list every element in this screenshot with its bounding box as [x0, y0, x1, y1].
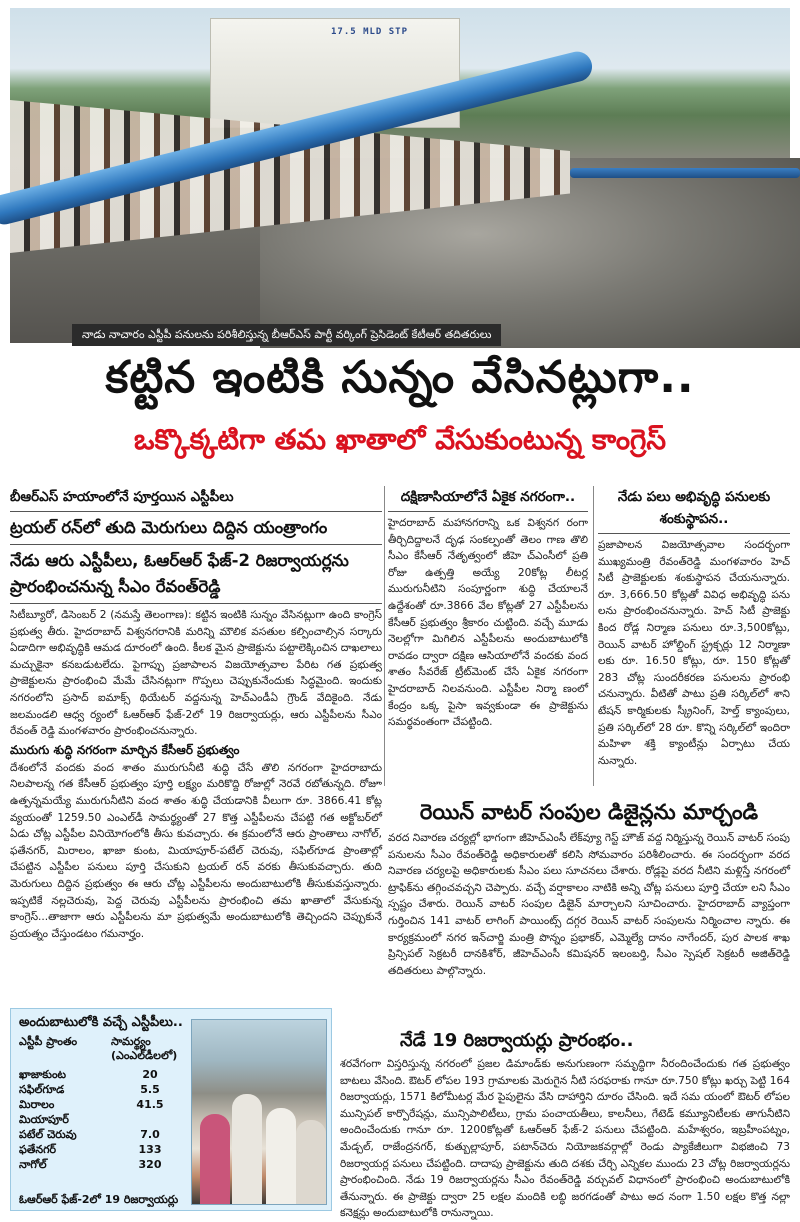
right-kicker: నేడు పలు అభివృద్ధి పనులకు శంకుస్థాపన..: [617, 489, 771, 527]
left-paragraph-1: సిటీబ్యూరో, డిసెంబర్ 2 (నమస్తే తెలంగాణ): కట్టిన ఇంటికి సున్నం వేసినట్లుగా ఉంది కాంగ్రెస్ ప్రభుత్వ తీరు. హైదరాబాద్ విశ్వనగరానికి మరిన్ని మౌలిక వసతుల కల్పించాల్సిన సర్కారు ఏడాదిగా అభివృద్ధికి ఆమడ దూరంలో ఉంది. కీలక మైన ప్రాజెక్టును పట్టాలెక్కించిన దాఖలాలు మచ్చుకైనా కనబడుటలేదు. పైగాప్పు ప్రజాపాలన విజయోత్సవాల పేరిట గత ప్రభుత్వ ప్రాజెక్టులను ప్రారంభించి మేమే చేసినట్లుగా గొప్పలు చెప్పుకునేందుకు సిద్ధమైంది. ఇందుకు నగరంలోని ప్రసాద్ ఐమాక్స్ థియేటర్ వద్దనున్న హెచ్ఎండీఏ గ్రౌండ్ వేదికైంది. నేడు జలమండలి ఆధ్వ ర్యంలో ఓఆర్ఆర్ ఫేజ్-2లో 19 రిజర్వాయర్లు, ఆరు ఎస్టీపీలను సీఎం రేవంత్ రెడ్డి మంగళవారం ప్రారంభించనున్నారు.: [10, 609, 382, 738]
stp-name: మిరాలం: [19, 1098, 55, 1111]
rainwater-head: రెయిన్ వాటర్ సంపుల డిజైన్లను మార్చండి: [419, 800, 759, 824]
left-column: [10, 486, 382, 1004]
right-paragraph: ప్రజాపాలన విజయోత్సవాల సందర్భంగా ముఖ్యమంత్రి రేవంత్‌రెడ్డి మంగళవారం హెచ్ సిటీ ప్రాజెక్టులకు శంకుస్థాపన చేయనున్నారు. రూ. 3,666.50 కోట్లతో వివిధ అభివృద్ధి పను లను ప్రారంభించనున్నారు. హెచ్ సిటీ ప్రాజెక్టు కింద రోడ్ల నిర్మాణ పనులు రూ.3,500కోట్లు, రెయిన్ వాటర్ హోల్డింగ్ స్ట్రక్చర్లు 12 నిర్మాణా లకు రూ. 16.50 కోట్లు, రూ. 150 కోట్లతో 283 చోట్ల సుందరీకరణ పనులను ప్రారంభి చనున్నారు. వీటితో పాటు ప్రతి సర్కిల్‌లో శాని టేషన్ కార్మికులకు స్క్రీనింగ్, హెల్త్ క్యాంపులు, ప్రతి సర్కిల్‌లో 28 రూ. కొన్ని సర్కిల్‌లో ఇందిరా మహిళా శక్తి క్యాంటీన్లు ఏర్పాటు చేయ నున్నారు.: [598, 539, 790, 767]
photo-caption: నాడు నాచారం ఎస్టీపీ పనులను పరిశీలిస్తున్న బీఆర్ఎస్ పార్టీ వర్కింగ్ ప్రెసిడెంట్ కేటీఆర్ తదితరులు: [72, 324, 501, 346]
stp-table-header: [19, 1035, 189, 1063]
divider: [10, 544, 382, 545]
stp-name: పటేల్ చెరువు: [19, 1128, 77, 1141]
left-paragraph-2: దేశంలోనే వందకు వంద శాతం మురుగునీటి శుద్ధి చేసే తొలి నగరంగా హైదరాబాదు నిలపాలన్న గత కేసీఆర్ ప్రభుత్వం పూర్తి లక్ష్యం మరికొద్ది రోజుల్లో నెరవే రబోతున్నది. రోజూ ఉత్పన్నమయ్యే మురుగునీటిని వంద శాతం శుద్ధి చేయడానికి వీలుగా రూ. 3866.41 కోట్ల వ్యయంతో 1259.50 ఎంఎల్‌డీ సామర్థ్యంతో 27 కొత్త ఎస్టీపీలను చేపట్టి గత అక్టోబర్‌లో ఏడు చోట్ల ఎస్టీపీల వినియోగంలోకి తీసు కువచ్చారు. ఈ క్రమంలోనే ఆరు ప్రాంతాలు నాగోల్, ఫతేనగర్, మిరాలం, ఖాజా కుంట, మియాపూర్-పటేల్ చెరువు, సఫిల్‌గూడ ప్రాంతాల్లో చేపట్టిన ఎస్టీపీల పనులు పూర్తి చేసుకుని ట్రయల్ రన్ వరకు తీసుకువచ్చారు. తుది మెరుగులు దిద్దిన ప్రభుత్వం ఈ ఆరు చోట్ల ఎస్టీపీలను అందుబాటులోకి తీసుకువస్తున్నారు. ఇప్పటికే నల్లచెరువు, పెద్ద చెరువు ఎస్టీపీలను ప్రారంభించి తమ ఖాతాలో వేసుకున్న కాంగ్రెస్...తాజాగా ఆరు ఎస్టీపీలను మా ప్రభుత్వమే అందుబాటులోకి తెచ్చిందని చెప్పుకునే ప్రయత్నం చేస్తుండటం గమనార్హం.: [10, 761, 382, 940]
sub-headline: ఒక్కొక్కటిగా తమ ఖాతాలో వేసుకుంటున్న కాంగ్రెస్: [133, 423, 667, 456]
table-row: [19, 1082, 189, 1097]
col-header-area: ఎస్టీపీ ప్రాంతం: [19, 1035, 78, 1048]
divider: [10, 603, 382, 604]
stp-name: ఖాజాకుంట: [19, 1068, 67, 1081]
person-figure: [266, 1108, 296, 1204]
inset-photo: [191, 1019, 327, 1205]
stp-name: సఫిల్‌గూడ: [19, 1083, 65, 1096]
reservoirs-head: నేడే 19 రిజర్వాయర్లు ప్రారంభం..: [400, 1030, 634, 1051]
table-row: [19, 1157, 189, 1172]
table-row: [19, 1142, 189, 1157]
left-deck-1: ట్రయల్ రన్‌లో తుది మెరుగులు దిద్దిన యంత్రాంగం: [10, 518, 328, 537]
stp-info-box: [10, 1008, 332, 1211]
stp-name: ఫతేనగర్: [19, 1143, 57, 1156]
top-news-photo: [10, 8, 790, 343]
right-column: [598, 486, 790, 786]
rainwater-article: [388, 794, 790, 1022]
divider: [10, 511, 382, 512]
capacity-unit: (ఎంఎల్‌డీలలో): [111, 1049, 178, 1062]
col-header-capacity: [111, 1035, 189, 1063]
person-figure: [200, 1114, 230, 1204]
table-row: [19, 1097, 189, 1112]
stp-capacity: 133: [138, 1143, 162, 1156]
infobox-title: అందుబాటులోకి వచ్చే ఎస్టీపీలు..: [19, 1015, 183, 1030]
main-headline: కట్టిన ఇంటికి సున్నం వేసినట్లుగా..: [105, 352, 695, 403]
stp-capacity: 320: [138, 1158, 162, 1171]
infobox-footer: ఓఆర్ఆర్ ఫేజ్-2లో 19 రిజర్వాయర్లు: [19, 1193, 179, 1206]
left-kicker: బీఆర్ఎస్ హయాంలోనే పూర్తయిన ఎస్టీపీలు: [10, 489, 234, 505]
pipe-rail: [570, 168, 800, 178]
person-figure: [296, 1120, 326, 1204]
mid-paragraph: హైదరాబాద్ మహానగరాన్ని ఒక విశ్వనగ రంగా తీర్చిదిద్దాలనే దృఢ సంకల్పంతో తెలం గాణ తొలి సీఎం కేసీఆర్ నేతృత్వంలో జీహె చ్ఎంసీలో ప్రతి రోజు ఉత్పత్తి అయ్యే 20కోట్ల లీటర్ల మురుగునీటిని సంపూర్ణంగా శుద్ధి చేయాలనే ఉద్దేశంతో రూ.3866 వేల కోట్లతో 27 ఎస్టీపీలను కేసీఆర్ ప్రభుత్వం శ్రీకారం చుట్టింది. వచ్చే మూడు నెలల్లోగా మిగిలిన ఎస్టీపీలను అందుబాటులోకి రావడం ద్వారా దక్షిణ ఆసియాలోనే వందకు వంద శాతం సీవరేజ్ ట్రీట్‌మెంట్ చేసే ఏకైక నగరంగా హైదరాబాద్ నిలవనుంది. ఎస్టీపీల నిర్మా ణంలో కేంద్రం ఒక్క పైసా ఇవ్వకుండా ఈ ప్రాజెక్టును సమర్థవంతంగా చేపట్టింది.: [388, 517, 588, 729]
reservoirs-article: [340, 1026, 790, 1220]
stp-capacity: [111, 1112, 189, 1127]
stp-capacity: 7.0: [140, 1128, 160, 1141]
stp-capacity: 20: [142, 1068, 158, 1081]
stp-capacity: 41.5: [136, 1098, 164, 1111]
left-section-head: మురుగు శుద్ధి నగరంగా మార్చిన కేసీఆర్ ప్రభుత్వం: [10, 742, 240, 757]
stp-name: నాగోల్: [19, 1158, 47, 1171]
table-row: [19, 1112, 189, 1127]
mid-kicker: దక్షిణాసియాలోనే ఏకైక నగరంగా..: [400, 489, 576, 505]
column-divider: [384, 486, 385, 786]
capacity-label: సామర్థ్యం: [111, 1035, 151, 1048]
stp-table: [19, 1035, 189, 1172]
column-divider: [593, 486, 594, 786]
reservoirs-paragraph: శరవేగంగా విస్తరిస్తున్న నగరంలో ప్రజల డిమాండ్‌కు అనుగుణంగా సమృద్ధిగా నీరందించేందుకు గత ప్రభుత్వం బాటలు వేసింది. ఔటర్ లోపల 193 గ్రామాలకు మెరుగైన నీటి సరఫరాకు గానూ రూ.750 కోట్లు ఖర్చు పెట్టి 164 రిజర్వాయర్లు, 1571 కిలోమీటర్ల మేర పైపులైను వేసి దాహార్తిని దూరం చేసింది. ఇదే సమ యంలో ఔటర్ లోపల మున్సిపల్ కార్పొరేషన్లు, మున్సిపాలిటీలు, గ్రామ పంచాయతీలు, కాలనీలు, గేటెడ్ కమ్యూనిటీలకు తాగునీటిని అందించేందుకు గానూ రూ. 1200కోట్లతో ఓఆర్ఆర్ ఫేజ్-2 పనులు చేపట్టింది. మహేశ్వరం, ఇబ్రహీంపట్నం, మేడ్చల్, రాజేంద్రనగర్, కుత్బుల్లాపూర్, పటాన్‌చెరు నియోజకవర్గాల్లో రెండు ప్యాకేజీలుగా విభజించి 73 రిజర్వాయర్ల పనులు చేపట్టింది. దాదాపు ప్రాజెక్టును తుది దశకు చేర్చి ఎన్నికల ముందు 23 చోట్ల రిజర్వాయర్లను ప్రారంభించింది. నేడు 19 రిజర్వాయర్లను సీఎం రేవంత్‌రెడ్డి వర్చువల్ విధానంలో ప్రారంభించి అందుబాటులోకి తేనున్నారు. ఈ ప్రాజెక్టు ద్వారా 25 లక్షల మందికి లబ్ధి జరగడంతో పాటు అద నంగా 1.50 లక్షల కొత్త నల్లా కనెక్షన్లు అందుబాటులోకి రానున్నాయి.: [340, 1058, 790, 1220]
stp-capacity: 5.5: [140, 1083, 160, 1096]
table-row: [19, 1127, 189, 1142]
left-deck-2: నేడు ఆరు ఎస్టీపీలు, ఓఆర్ఆర్ ఫేజ్-2 రిజర్వాయర్లను ప్రారంభించనున్న సీఎం రేవంత్‌రెడ్డి: [10, 551, 349, 596]
person-figure: [232, 1094, 262, 1204]
building-sign: 17.5 MLD STP: [331, 27, 409, 37]
middle-column: [388, 486, 588, 786]
rainwater-paragraph: వరద నివారణ చర్యల్లో భాగంగా జీహెచ్ఎంసీ లేక్‌వ్యూ గెస్ట్ హౌజ్ వద్ద నిర్మిస్తున్న రెయిన్ వాటర్ సంపు పనులను సీఎం రేవంత్‌రెడ్డి అధికారులతో కలిసి సోమవారం పరిశీలించారు. ఈ సందర్భంగా వరద నివారణ చర్యలపై అధికారులకు సీఎం పలు సూచనలు చేశారు. రోడ్లపై వరద నీటిని మళ్లిస్తే నగరంలో ట్రాఫిక్‌ను తగ్గించవచ్చని చెప్పారు. వచ్చే వర్షాకాలం నాటికి అన్ని చోట్ల పనులు పూర్తి చేయా లని సీఎం స్పష్టం చేశారు. రెయిన్ వాటర్ సంపుల డిజైన్ మార్చాలని సూచించారు. హైదరాబాద్ వ్యాప్తంగా గుర్తించిన 141 వాటర్ లాగింగ్ పాయింట్స్ దగ్గర రెయిన్ వాటర్ సంపులను నిర్మించాల న్నారు. ఈ కార్యక్రమంలో నగర ఇన్‌చార్జి మంత్రి పొన్నం ప్రభాకర్, ఎమ్మెల్యే దానం నాగేందర్, పుర పాలక శాఖ ప్రిన్సిపల్ సెక్రటరీ దానకిశోర్, జీహెచ్ఎంసీ కమిషనర్ ఇలంబర్తి, సీఎం స్పెషల్ సెక్రటరీ అజిత్‌రెడ్డి తదితరులు పాల్గొన్నారు.: [388, 832, 790, 977]
divider: [388, 511, 588, 512]
divider: [598, 533, 790, 534]
table-row: [19, 1067, 189, 1082]
stp-name: మియాపూర్: [19, 1113, 69, 1126]
